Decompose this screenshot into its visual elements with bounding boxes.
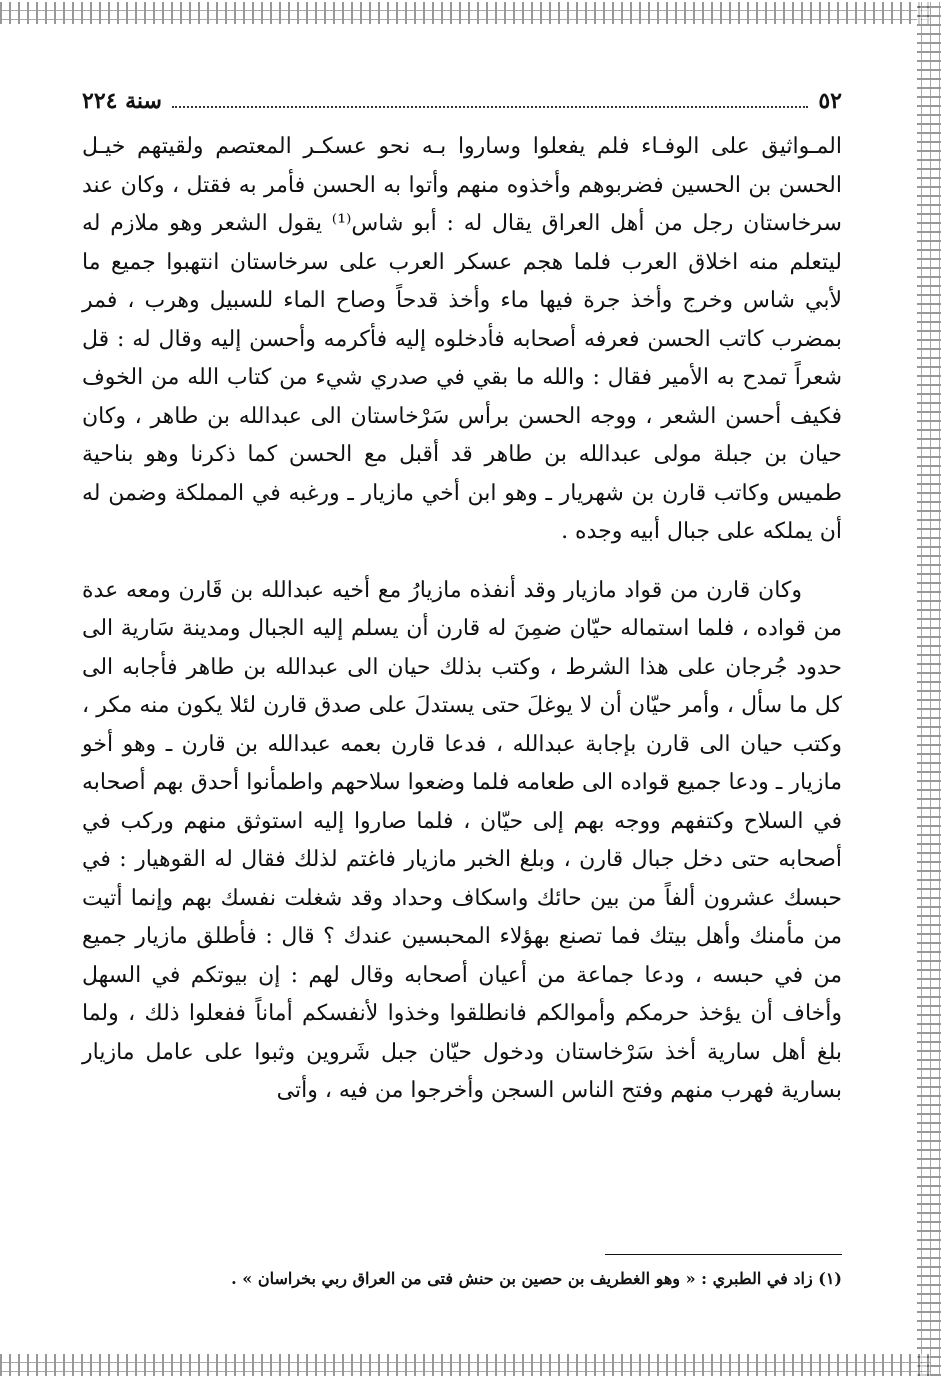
page-number: ٥٢	[818, 88, 842, 114]
running-header	[82, 88, 842, 128]
running-title: سنة ٢٢٤	[82, 88, 162, 114]
body-text	[82, 128, 842, 1111]
decorative-border-top	[0, 2, 930, 24]
paragraph: وكان قارن من قواد مازيار وقد أنفذه مازيارُ مع أخيه عبدالله بن قَارن ومعه عدة من قواده ، فلما استماله حيّان ضمِنَ له قارن أن يسلم إليه الجبال ومدينة سَارية الى حدود جُرجان على هذا الشرط ، وكتب بذلك حيان الى عبدالله بن طاهر فأجابه الى كل ما سأل ، وأمر حيّان أن لا يوغلَ حتى يستدلَ على صدق قارن لئلا يكون منه مكر ، وكتب حيان الى قارن بإجابة عبدالله ، فدعا قارن بعمه عبدالله بن قارن ـ وهو أخو مازيار ـ ودعا جميع قواده الى طعامه فلما وضعوا سلاحهم واطمأنوا أحدق بهم أصحابه في السلاح وكتفهم ووجه بهم إلى حيّان ، فلما صاروا إليه استوثق منهم وركب في أصحابه حتى دخل جبال قارن ، وبلغ الخبر مازيار فاغتم لذلك فقال له القوهيار : في حبسك عشرون ألفاً من بين حائك واسكاف وحداد وقد شغلت نفسك بهم وإنما أتيت من مأمنك وأهل بيتك فما تصنع بهؤلاء المحبسين عندك ؟ قال : فأطلق مازيار جميع من في حبسه ، ودعا جماعة من أعيان أصحابه وقال لهم : إن بيوتكم في السهل وأخاف أن يؤخذ حرمكم وأموالكم فانطلقوا وخذوا لأنفسكم أماناً ففعلوا ذلك ، ولما بلغ أهل سارية أخذ سَرْخاستان ودخول حيّان جبل شَروين وثبوا على عامل مازيار بسارية فهرب منهم وفتح الناس السجن وأخرجوا من فيه ، وأتى	[82, 577, 842, 1103]
decorative-border-right	[917, 2, 941, 1376]
footnote: (١) زاد في الطبري : « وهو الغطريف بن حصين بن حنش فتى من العراق ربي بخراسان » .	[231, 1269, 842, 1288]
book-page	[82, 88, 842, 1111]
footnote-separator	[605, 1254, 842, 1255]
decorative-border-bottom	[0, 1354, 930, 1376]
paragraph: المـواثيق على الوفـاء فلم يفعلوا وساروا بـه نحو عسكـر المعتصم ولقيتهم خيـل الحسن بن الحسين فضربوهم وأخذوه منهم وأتوا به الحسن فأمر به فقتل ، وكان عند سرخاستان رجل من أهل العراق يقال له : أبو شاس⁽¹⁾ يقول الشعر وهو ملازم له ليتعلم منه اخلاق العرب فلما هجم عسكر العرب على سرخاستان انتهبوا جميع ما لأبي شاس وخرج وأخذ جرة فيها ماء وأخذ قدحاً وصاح الماء للسبيل وهرب ، فمر بمضرب كاتب الحسن فعرفه أصحابه فأدخلوه إليه فأكرمه وأحسن إليه وقال له : قل شعراً تمدح به الأمير فقال : والله ما بقي في صدري شيء من كتاب الله من الخوف فكيف أحسن الشعر ، ووجه الحسن برأس سَرْخاستان الى عبدالله بن طاهر ، وكان حيان بن جبلة مولى عبدالله بن طاهر قد أقبل مع الحسن كما ذكرنا وهو بناحية طميس وكاتب قارن بن شهريار ـ وهو ابن أخي مازيار ـ ورغبه في المملكة وضمن له أن يملكه على جبال أبيه وجده .	[82, 134, 842, 544]
header-dotted-leader	[172, 92, 808, 108]
